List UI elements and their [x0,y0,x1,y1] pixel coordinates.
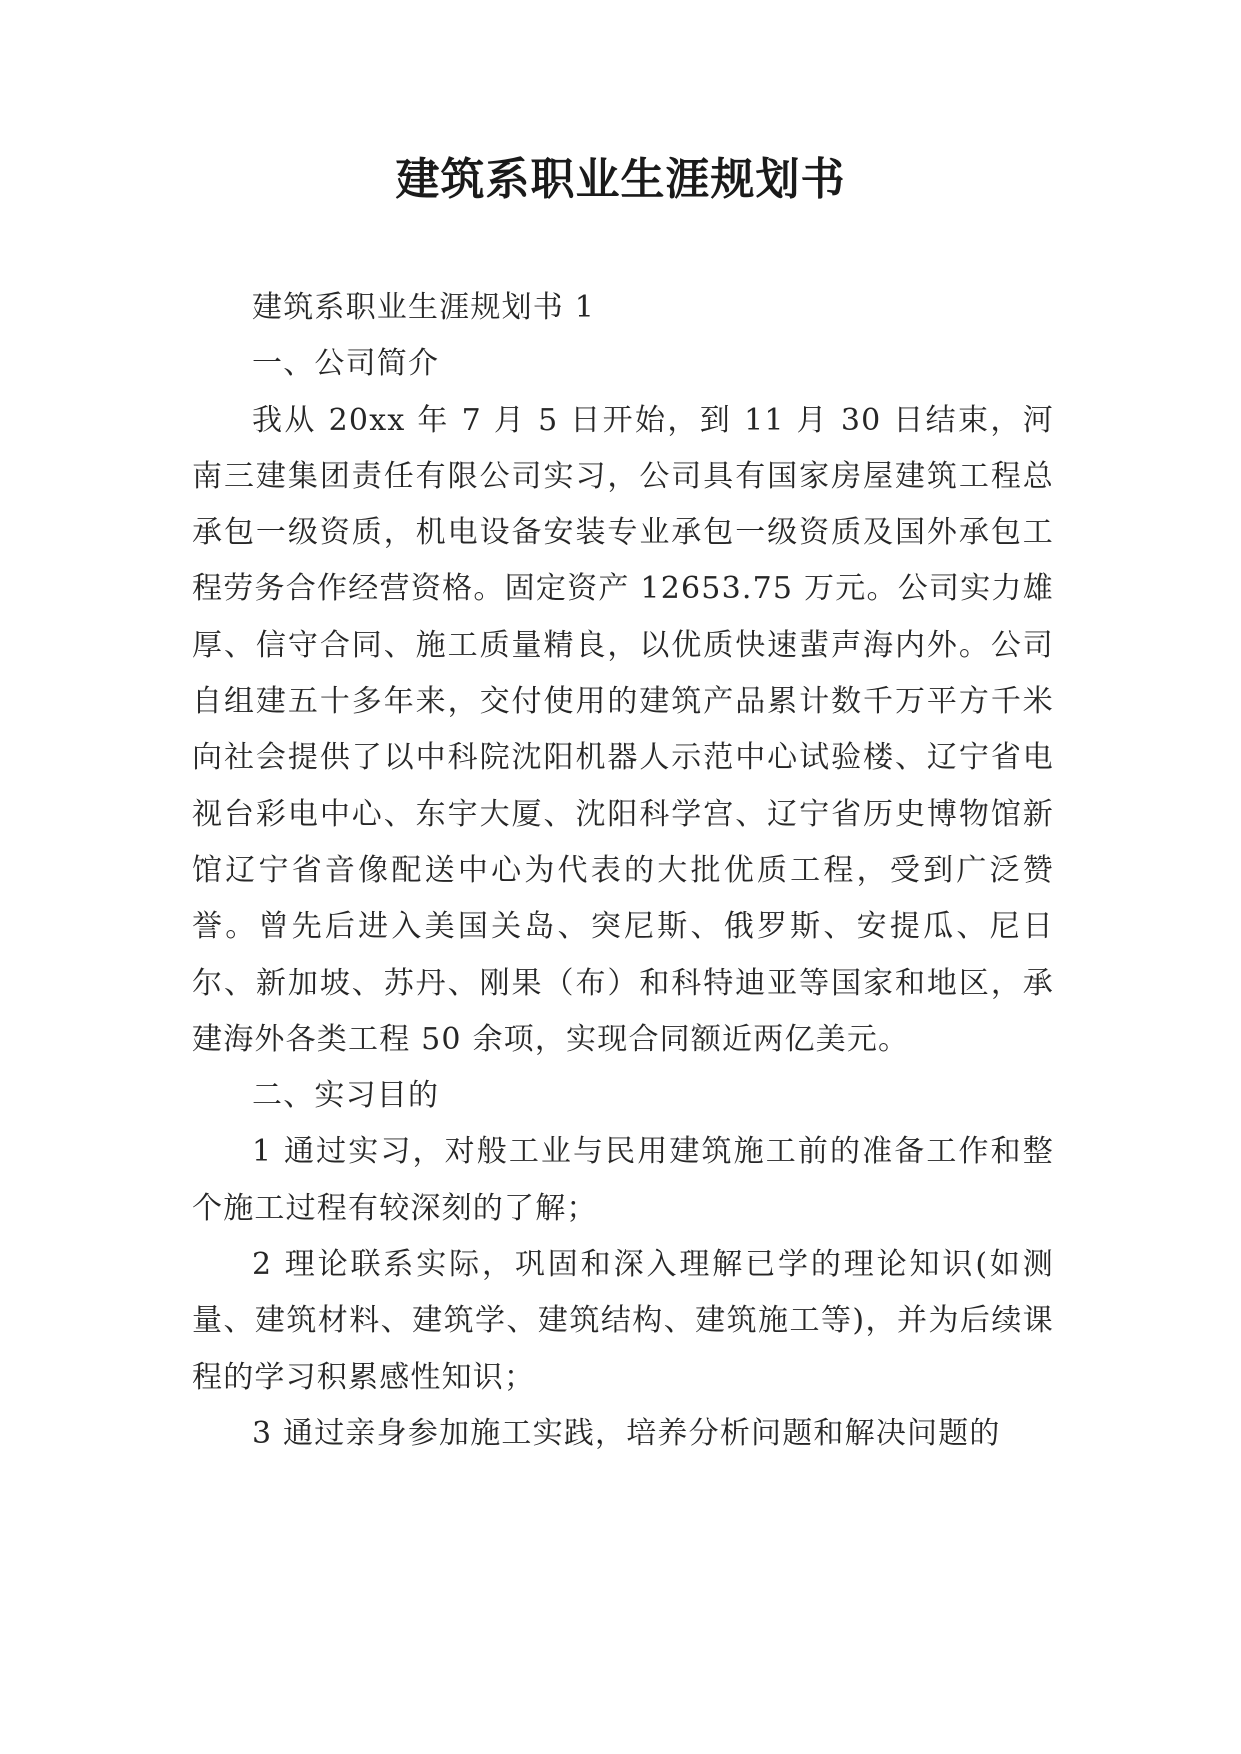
section-heading-internship-purpose: 二、实习目的 [252,1078,440,1114]
section-heading-company-intro: 一、公司简介 [252,346,440,382]
paragraph-purpose-3: 3 通过亲身参加施工实践，培养分析问题和解决问题的 [252,1415,1001,1451]
document-title: 建筑系职业生涯规划书 [395,154,846,205]
paragraph-purpose-2: 2 理论联系实际，巩固和深入理解已学的理论知识(如测量、建筑材料、建筑学、建筑结构、建筑施工等)，并为后续课程的学习积累感性知识； [192,1247,1054,1395]
paragraph-purpose-1: 1 通过实习，对般工业与民用建筑施工前的准备工作和整个施工过程有较深刻的了解； [192,1134,1054,1226]
paragraph-doc-heading: 建筑系职业生涯规划书 1 [252,290,596,325]
paragraph-company-intro: 我从 20xx 年 7 月 5 日开始，到 11 月 30 日结束，河南三建集团责任有限公司实习，公司具有国家房屋建筑工程总承包一级资质，机电设备安装专业承包一级资质及国外承包工程劳务合作经营资格。固定资产 12653.75 万元。公司实力雄厚、信守合同、施工质量精良，以优质快速蜚声海内外。公司自组建五十多年来，交付使用的建筑产品累计数千万平方千米向社会提供了以中科院沈阳机器人示范中心试验楼、辽宁省电视台彩电中心、东宇大厦、沈阳科学宫、辽宁省历史博物馆新馆辽宁省音像配送中心为代表的大批优质工程，受到广泛赞誉。曾先后进入美国关岛、突尼斯、俄罗斯、安提瓜、尼日尔、新加坡、苏丹、刚果（布）和科特迪亚等国家和地区，承建海外各类工程 50 余项，实现合同额近两亿美元。 [192,402,1054,1057]
document-body [192,280,1054,1462]
